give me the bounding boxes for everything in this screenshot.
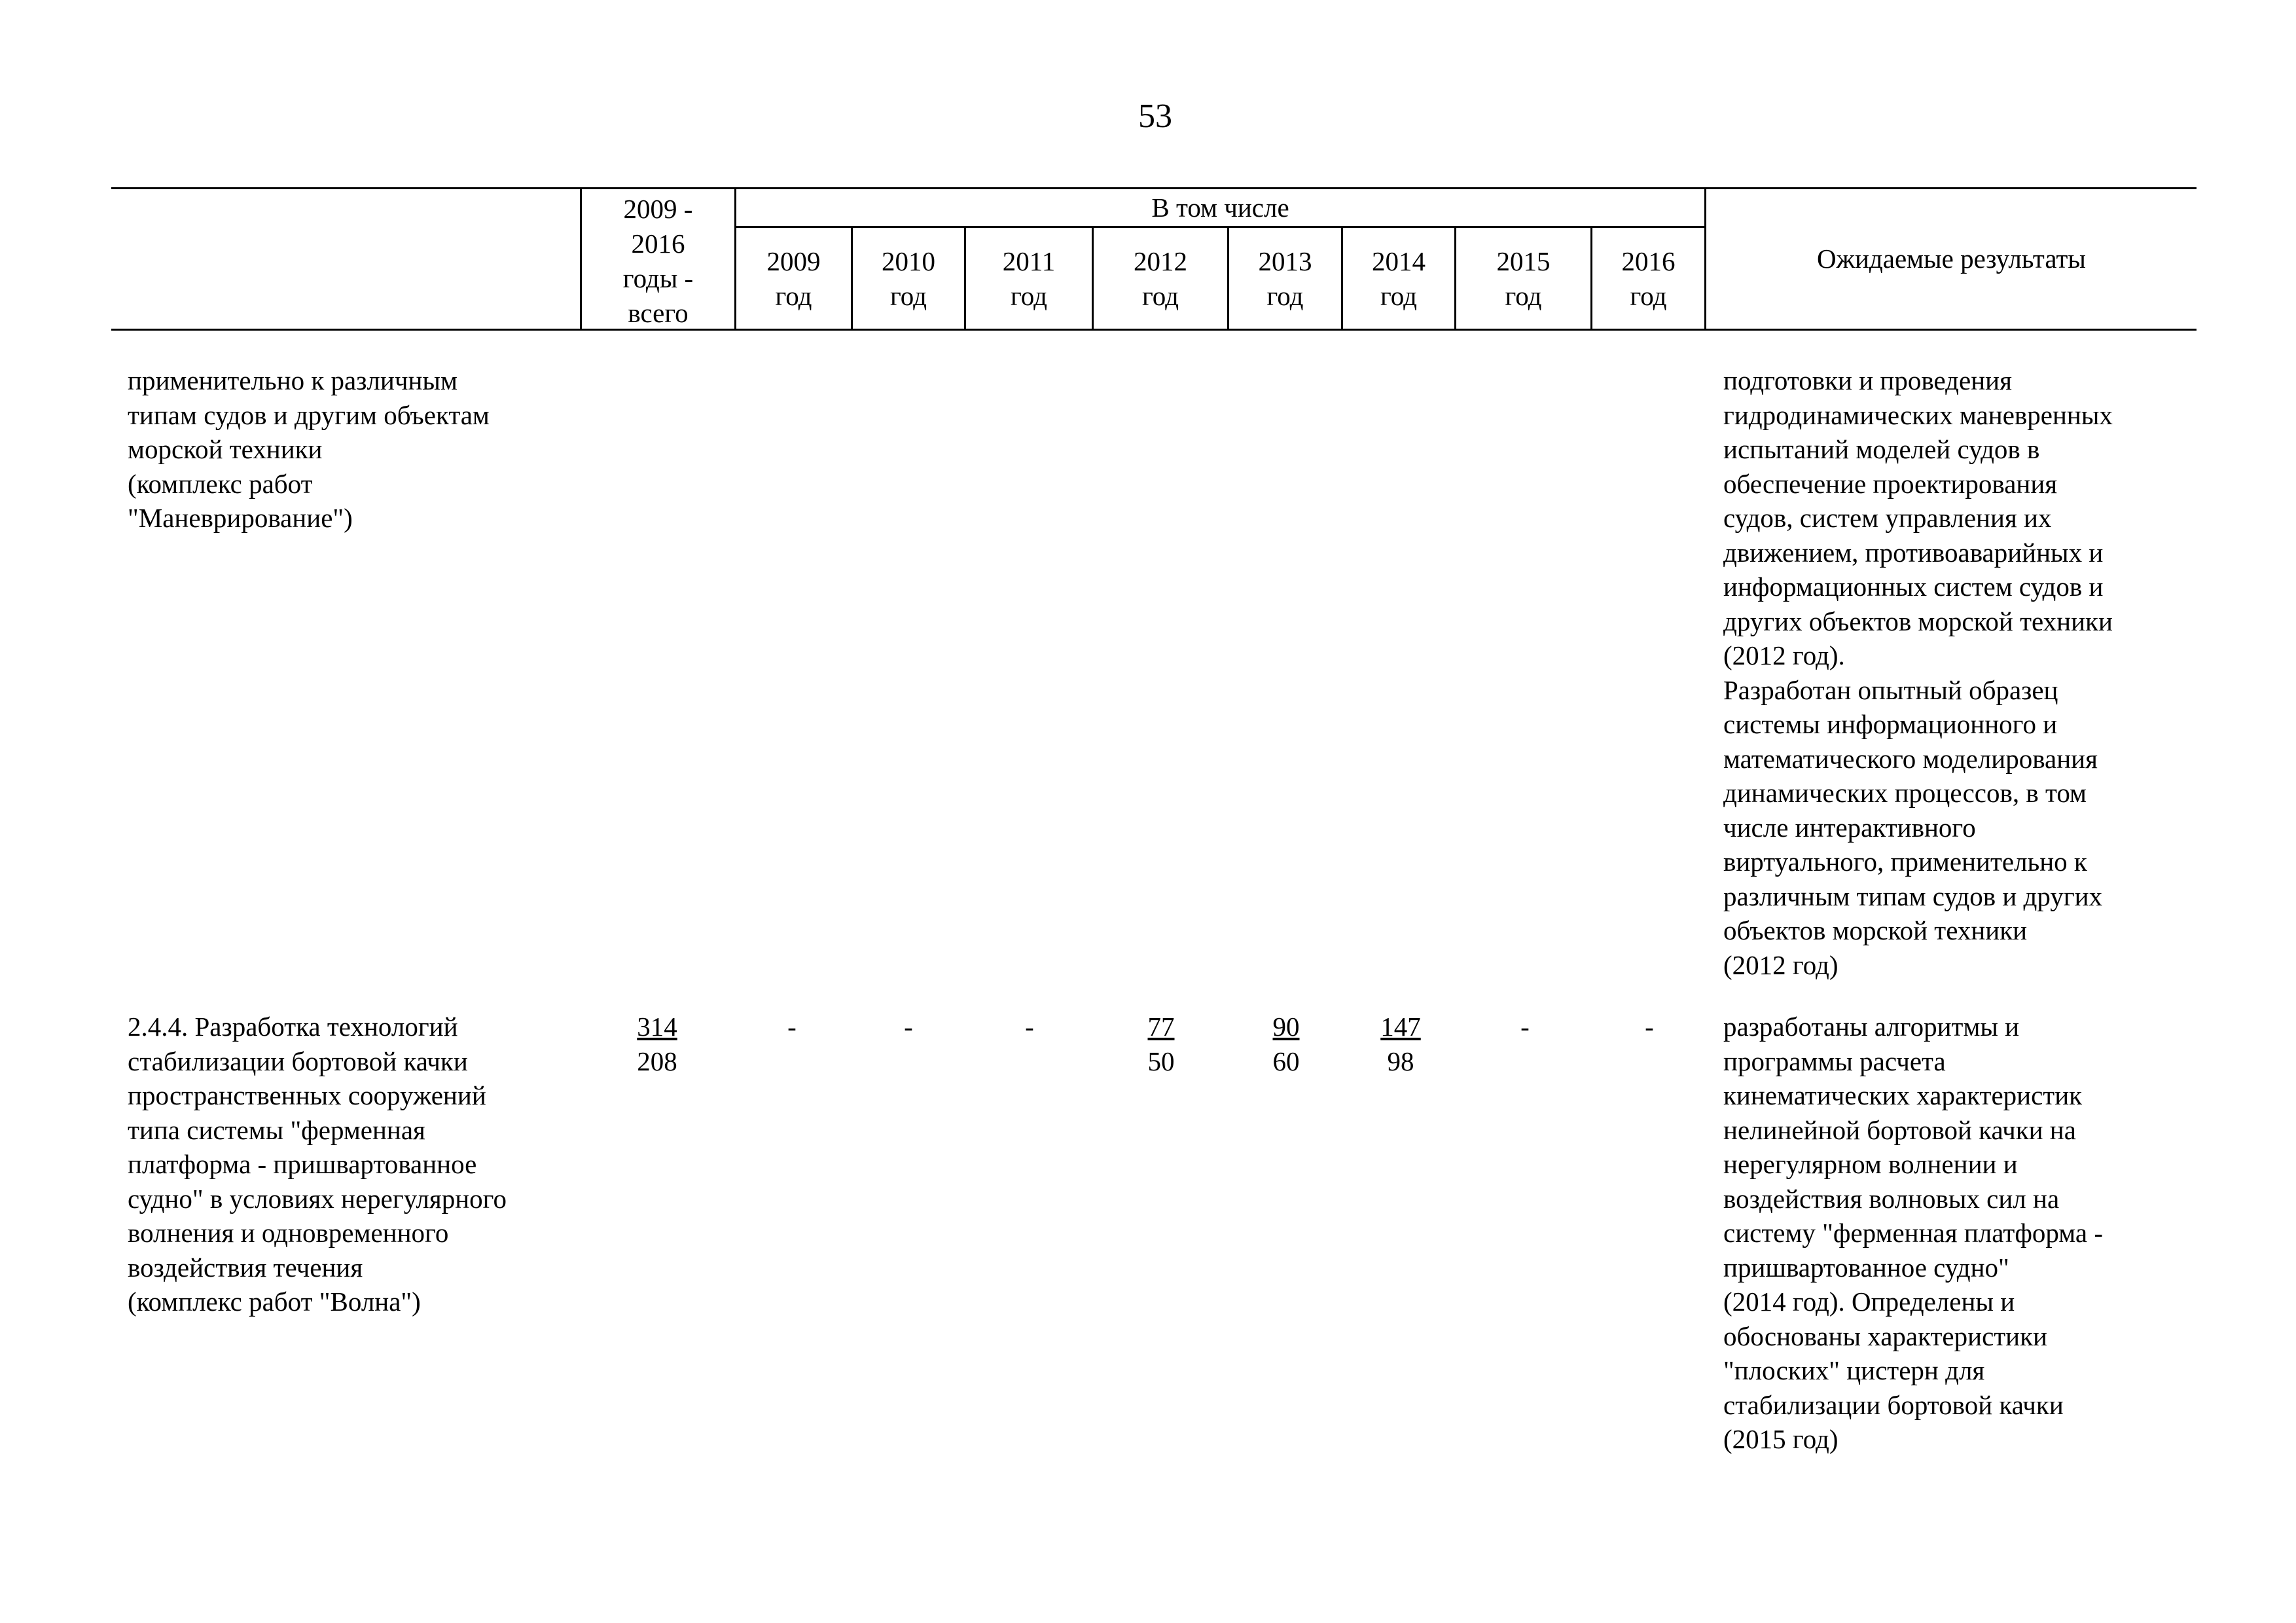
row-2-value-2013: 90 60 [1272,1012,1300,1076]
header-year-2010: 2010 год [882,246,935,311]
row-2-total [618,1010,696,1078]
header-year-2016: 2016 год [1621,246,1676,311]
header-year-2012: 2012 год [1134,246,1187,311]
row-2-value-2011: - [1025,1012,1034,1042]
row-2-name: 2.4.4. Разработка технологий стабилизации бортовой качки пространственных сооружений типа системы "ферменная платформа - пришвартованное судно" в условиях нерегулярного волнения и одновременного воздействия течения (комплекс работ "Волна") [128,1012,507,1317]
header-year-2013: 2013 год [1258,246,1312,311]
row-2-total-top: 314 [637,1012,677,1042]
row-2-results: разработаны алгоритмы и программы расчета кинематических характеристик нелинейной бортовой качки на нерегулярном волнении и воздействия волновых сил на систему "ферменная платформа - пришвартованное судно" (2014 год). Определены и обоснованы характеристики "плоских" цистерн для стабилизации бортовой качки (2015 год) [1723,1012,2104,1454]
row-2-value-2015: - [1520,1012,1530,1042]
row-1-name: применительно к различным типам судов и другим объектам морской техники (комплекс работ "Маневрирование") [128,365,490,533]
header-total: 2009 - 2016 годы - всего [622,194,694,328]
row-2-value-2016: - [1645,1012,1654,1042]
row-2-value-2014: 147 98 [1380,1012,1421,1076]
header-results: Ожидаемые результаты [1817,244,2086,274]
header-year-2015: 2015 год [1496,246,1551,311]
table-header [111,187,2197,331]
row-2-value-2010: - [904,1012,913,1042]
header-year-2011: 2011 год [1002,246,1056,311]
header-subrule [734,226,1704,228]
row-1-results: подготовки и проведения гидродинамических маневренных испытаний моделей судов в обеспечение проектирования судов, систем управления их движением, противоаварийных и информационных систем судов и других объектов морской техники (2012 год). Разработан опытный образец системы информационного и математического моделирования динамических процессов, в том числе интерактивного виртуального, применительно к различным типам судов и других объектов морской техники (2012 год) [1723,365,2113,980]
header-group-label: В том числе [1151,192,1289,223]
row-2-total-bottom: 208 [637,1046,677,1076]
header-year-2009: 2009 год [766,246,821,311]
page-number: 53 [1138,98,1172,135]
row-2-value-2012: 77 50 [1147,1012,1175,1076]
header-year-2014: 2014 год [1372,246,1426,311]
row-2-value-2009: - [787,1012,797,1042]
